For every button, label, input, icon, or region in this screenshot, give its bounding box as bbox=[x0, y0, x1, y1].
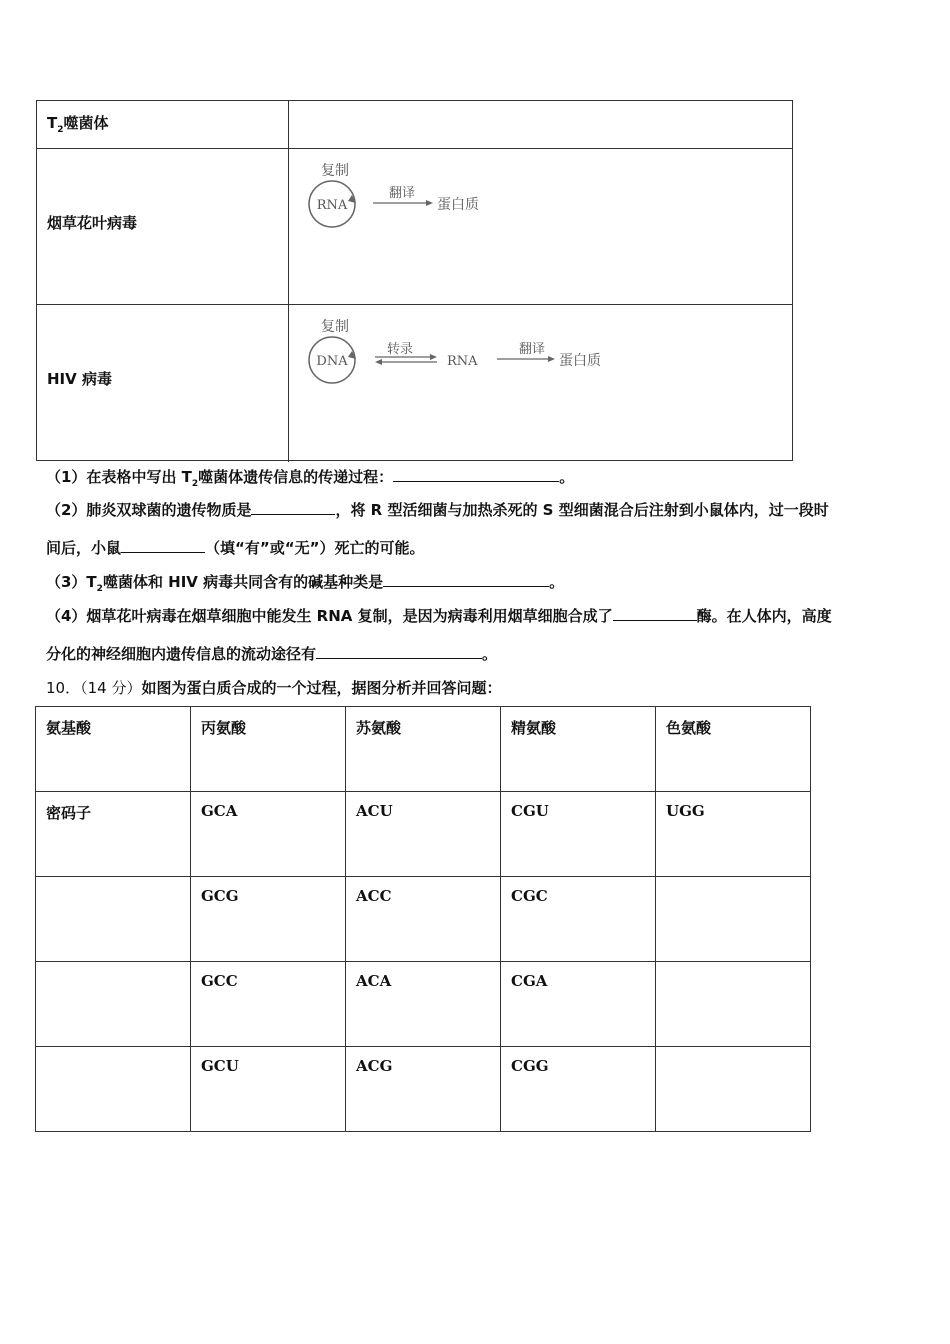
tmv-flow-diagram bbox=[307, 157, 537, 232]
hiv-product-label: 蛋白质 bbox=[559, 353, 601, 369]
question-10-stem: 10．（14 分）如图为蛋白质合成的一个过程，据图分析并回答问题： bbox=[46, 679, 502, 697]
table-row bbox=[36, 707, 811, 792]
hiv-arrow2-label: 翻译 bbox=[519, 342, 546, 357]
arrow-right-icon bbox=[548, 356, 555, 362]
answer-blank[interactable] bbox=[613, 605, 697, 621]
arrow-left-icon bbox=[375, 359, 382, 365]
table-cell: GCC bbox=[191, 962, 346, 1047]
arrow-right-icon bbox=[426, 200, 433, 206]
question-3: $(3)T_2$噬菌体和 HIV 病毒共同含有的碱基种类是 。 bbox=[46, 573, 565, 594]
row-label-tmv: 烟草花叶病毒 bbox=[47, 214, 138, 232]
table-cell-label bbox=[37, 101, 289, 148]
hiv-arrow1-label: 转录 bbox=[387, 342, 414, 357]
answer-blank[interactable] bbox=[316, 643, 482, 659]
row-label-t2-phage: $T_2$噬菌体 bbox=[47, 114, 109, 135]
question-4-line1: （4）烟草花叶病毒在烟草细胞中能发生 RNA 复制，是因为病毒利用烟草细胞合成了 酶。在人体内，高度 bbox=[46, 607, 832, 625]
table-cell bbox=[36, 1047, 191, 1132]
table-row bbox=[36, 877, 811, 962]
table-row-tmv bbox=[37, 149, 792, 305]
tmv-product-label: 蛋白质 bbox=[437, 197, 479, 213]
genetic-info-table bbox=[36, 100, 793, 461]
table-cell: ACA bbox=[346, 962, 501, 1047]
hiv-loop-label: 复制 bbox=[321, 319, 349, 335]
hiv-circle-label: DNA bbox=[316, 354, 348, 369]
table-cell: GCG bbox=[191, 877, 346, 962]
answer-blank[interactable] bbox=[251, 499, 335, 515]
table-cell: CGG bbox=[501, 1047, 656, 1132]
table-cell: 丙氨酸 bbox=[191, 707, 346, 792]
table-cell: 氨基酸 bbox=[36, 707, 191, 792]
table-cell: UGG bbox=[656, 792, 811, 877]
tmv-loop-label: 复制 bbox=[321, 163, 349, 179]
table-cell bbox=[656, 877, 811, 962]
answer-blank[interactable] bbox=[121, 537, 205, 553]
table-cell bbox=[36, 962, 191, 1047]
table-cell: GCU bbox=[191, 1047, 346, 1132]
question-2-line2: 间后，小鼠 （填“有”或“无”）死亡的可能。 bbox=[46, 539, 425, 557]
table-cell: GCA bbox=[191, 792, 346, 877]
question-2-line1: （2）肺炎双球菌的遗传物质是 ，将 R 型活细菌与加热杀死的 S 型细菌混合后注射到小鼠体内，过一段时 bbox=[46, 501, 829, 519]
table-row bbox=[36, 792, 811, 877]
table-cell: 精氨酸 bbox=[501, 707, 656, 792]
table-cell bbox=[656, 962, 811, 1047]
table-cell bbox=[36, 877, 191, 962]
table-row-hiv bbox=[37, 305, 792, 462]
table-cell bbox=[656, 1047, 811, 1132]
hiv-flow-diagram bbox=[307, 313, 627, 388]
tmv-arrow-label: 翻译 bbox=[389, 186, 416, 201]
table-row bbox=[36, 962, 811, 1047]
table-cell: ACG bbox=[346, 1047, 501, 1132]
table-cell: CGA bbox=[501, 962, 656, 1047]
table-cell-label bbox=[37, 305, 289, 462]
table-cell: 密码子 bbox=[36, 792, 191, 877]
answer-blank[interactable] bbox=[383, 571, 549, 587]
tmv-circle-label: RNA bbox=[316, 198, 348, 213]
codon-table bbox=[35, 706, 811, 1132]
table-row bbox=[36, 1047, 811, 1132]
row-label-hiv: HIV 病毒 bbox=[47, 370, 112, 388]
table-cell: CGC bbox=[501, 877, 656, 962]
hiv-middle-label: RNA bbox=[447, 354, 478, 369]
question-1: （1）在表格中写出 $T_2$噬菌体遗传信息的传递过程： 。 bbox=[46, 468, 575, 489]
table-row-t2-phage bbox=[37, 101, 792, 149]
table-cell: ACU bbox=[346, 792, 501, 877]
question-4-line2: 分化的神经细胞内遗传信息的流动途径有 。 bbox=[46, 645, 498, 663]
table-cell: ACC bbox=[346, 877, 501, 962]
table-cell: 苏氨酸 bbox=[346, 707, 501, 792]
arrow-right-icon bbox=[430, 354, 437, 360]
table-cell-label bbox=[37, 149, 289, 304]
table-cell: CGU bbox=[501, 792, 656, 877]
answer-blank[interactable] bbox=[393, 466, 559, 482]
table-cell: 色氨酸 bbox=[656, 707, 811, 792]
